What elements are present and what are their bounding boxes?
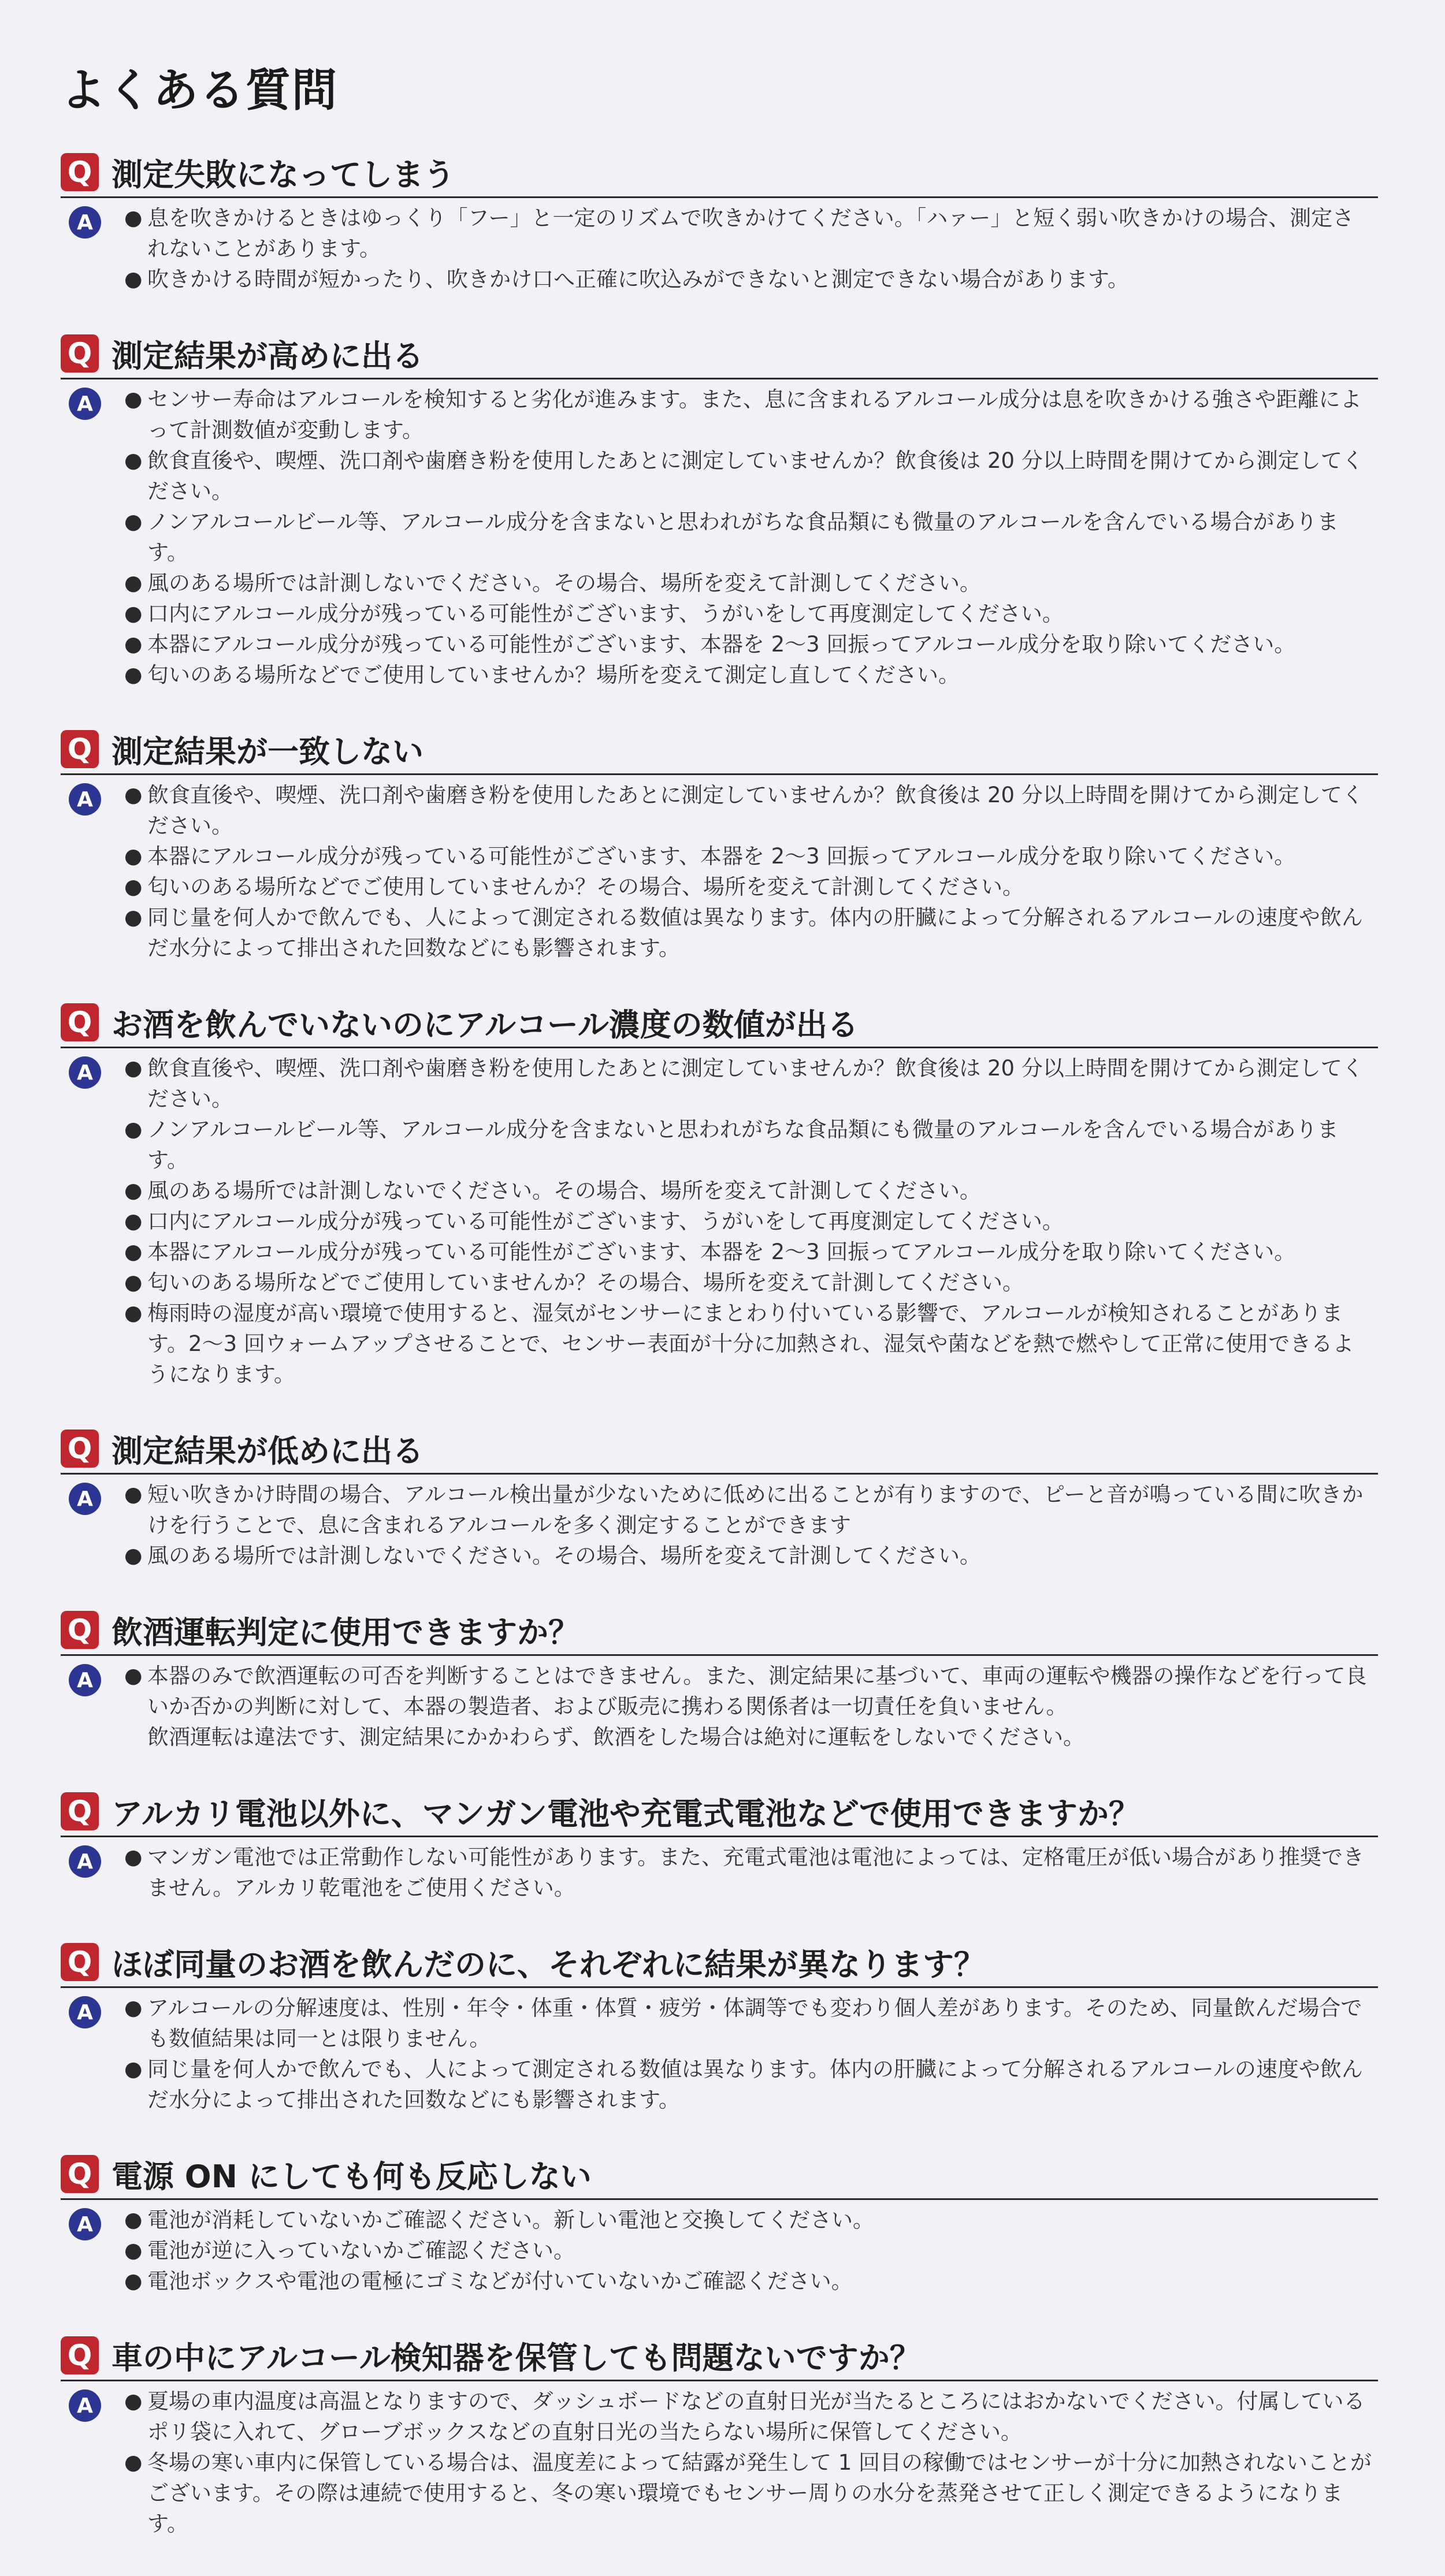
page-title: よくある質問 bbox=[61, 65, 339, 117]
question-row bbox=[61, 1000, 1378, 1048]
answer-item: ● マンガン電池では正常動作しない可能性があります。また、充電式電池は電池によっては、定格電圧が低い場合があり推奨できません。アルカリ乾電池をご使用ください。 bbox=[124, 1842, 1372, 1903]
question-text: 測定失敗になってしまう bbox=[112, 156, 455, 193]
question-text: ほぼ同量のお酒を飲んだのに、それぞれに結果が異なります？ bbox=[112, 1946, 985, 1983]
answer-list bbox=[124, 2386, 1372, 2539]
answer-item: ● 電池が消耗していないかご確認ください。新しい電池と交換してください。 bbox=[124, 2205, 1372, 2235]
question-text: 飲酒運転判定に使用できますか？ bbox=[112, 1614, 580, 1651]
answer-badge-icon: A bbox=[69, 1483, 101, 1515]
answer-badge-icon: A bbox=[69, 2208, 101, 2240]
answer-item: ● 本器にアルコール成分が残っている可能性がございます、本器を 2～3 回振ってアルコール成分を取り除いてください。 bbox=[124, 841, 1372, 872]
answer-item: ● 口内にアルコール成分が残っている可能性がございます、うがいをして再度測定してください。 bbox=[124, 598, 1372, 629]
answer-badge-icon: A bbox=[69, 783, 101, 816]
question-text: 測定結果が一致しない bbox=[112, 733, 424, 770]
answer-item: 飲酒運転は違法です、測定結果にかかわらず、飲酒をした場合は絶対に運転をしないでください。 bbox=[147, 1725, 1085, 1749]
answer-item: ● アルコールの分解速度は、性別・年令・体重・体質・疲労・体調等でも変わり個人差があります。そのため、同量飲んだ場合でも数値結果は同一とは限りません。 bbox=[124, 1993, 1372, 2054]
answer-item: ● 本器にアルコール成分が残っている可能性がございます、本器を 2～3 回振ってアルコール成分を取り除いてください。 bbox=[124, 1237, 1372, 1267]
question-badge-icon: Q bbox=[61, 153, 99, 191]
answer-item: ● 同じ量を何人かで飲んでも、人によって測定される数値は異なります。体内の肝臓によって分解されるアルコールの速度や飲んだ水分によって排出された回数などにも影響されます。 bbox=[124, 902, 1372, 963]
question-badge-icon: Q bbox=[61, 1003, 99, 1041]
question-row bbox=[61, 727, 1378, 775]
faq-item bbox=[61, 1000, 1378, 1390]
question-badge-icon: Q bbox=[61, 2155, 99, 2193]
question-text: 測定結果が低めに出る bbox=[112, 1432, 424, 1469]
answer-badge-icon: A bbox=[69, 2389, 101, 2422]
answer-item: ● 夏場の車内温度は高温となりますので、ダッシュボードなどの直射日光が当たるところにはおかないでください。付属しているポリ袋に入れて、グローブボックスなどの直射日光の当たらない場所に保管してください。 bbox=[124, 2386, 1372, 2447]
answer-item: ● 風のある場所では計測しないでください。その場合、場所を変えて計測してください。 bbox=[124, 1540, 1372, 1571]
question-badge-icon: Q bbox=[61, 1792, 99, 1830]
question-badge-icon: Q bbox=[61, 1611, 99, 1649]
question-text: アルカリ電池以外に、マンガン電池や充電式電池などで使用できますか？ bbox=[112, 1795, 1140, 1832]
answer-item: ● 口内にアルコール成分が残っている可能性がございます、うがいをして再度測定してください。 bbox=[124, 1206, 1372, 1237]
answer-list bbox=[124, 384, 1372, 690]
answer-item: ● 匂いのある場所などでご使用していませんか？その場合、場所を変えて計測してください。 bbox=[124, 1267, 1372, 1298]
question-row bbox=[61, 2333, 1378, 2381]
answer-badge-icon: A bbox=[69, 1664, 101, 1696]
answer-row bbox=[61, 775, 1378, 963]
answer-item: ● 匂いのある場所などでご使用していませんか？その場合、場所を変えて計測してください。 bbox=[124, 872, 1372, 902]
question-badge-icon: Q bbox=[61, 730, 99, 768]
faq-item bbox=[61, 1608, 1378, 1752]
answer-list bbox=[124, 203, 1372, 295]
faq-item bbox=[61, 2152, 1378, 2296]
answer-list bbox=[124, 1661, 1372, 1752]
answer-item: ● 風のある場所では計測しないでください。その場合、場所を変えて計測してください。 bbox=[124, 1175, 1372, 1206]
answer-row bbox=[61, 1837, 1378, 1903]
question-row bbox=[61, 332, 1378, 379]
question-badge-icon: Q bbox=[61, 334, 99, 373]
answer-item: ● 風のある場所では計測しないでください。その場合、場所を変えて計測してください。 bbox=[124, 568, 1372, 598]
answer-row bbox=[61, 1475, 1378, 1571]
answer-item: ● 飲食直後や、喫煙、洗口剤や歯磨き粉を使用したあとに測定していませんか？飲食後は 20 分以上時間を開けてから測定してください。 bbox=[124, 445, 1372, 507]
answer-badge-icon: A bbox=[69, 1845, 101, 1878]
answer-item: ● センサー寿命はアルコールを検知すると劣化が進みます。また、息に含まれるアルコール成分は息を吹きかける強さや距離によって計測数値が変動します。 bbox=[124, 384, 1372, 445]
answer-item: ● 飲食直後や、喫煙、洗口剤や歯磨き粉を使用したあとに測定していませんか？飲食後は 20 分以上時間を開けてから測定してください。 bbox=[124, 780, 1372, 841]
answer-row bbox=[61, 1048, 1378, 1390]
question-row bbox=[61, 1608, 1378, 1656]
answer-item: ● 電池が逆に入っていないかご確認ください。 bbox=[124, 2235, 1372, 2266]
question-row bbox=[61, 1789, 1378, 1837]
answer-item: ● 短い吹きかけ時間の場合、アルコール検出量が少ないために低めに出ることが有りますので、ピーと音が鳴っている間に吹きかけを行うことで、息に含まれるアルコールを多く測定することができます bbox=[124, 1479, 1372, 1540]
answer-row bbox=[61, 2200, 1378, 2296]
question-row bbox=[61, 150, 1378, 198]
answer-list bbox=[124, 1842, 1372, 1903]
answer-row bbox=[61, 1656, 1378, 1752]
answer-list bbox=[124, 1993, 1372, 2115]
faq-item bbox=[61, 150, 1378, 295]
question-text: 電源 ON にしても何も反応しない bbox=[112, 2158, 592, 2195]
question-text: お酒を飲んでいないのにアルコール濃度の数値が出る bbox=[112, 1006, 859, 1043]
answer-item: ● 梅雨時の湿度が高い環境で使用すると、湿気がセンサーにまとわり付いている影響で、アルコールが検知されることがあります。2～3 回ウォームアップさせることで、センサー表面が十分に加熱され、湿気や菌などを熱で燃やして正常に使用できるようになります。 bbox=[124, 1298, 1372, 1390]
answer-item: ● ノンアルコールビール等、アルコール成分を含まないと思われがちな食品類にも微量のアルコールを含んでいる場合があります。 bbox=[124, 507, 1372, 568]
answer-badge-icon: A bbox=[69, 1056, 101, 1089]
answer-item: ● 息を吹きかけるときはゆっくり「フー」と一定のリズムで吹きかけてください。「ハァー」と短く弱い吹きかけの場合、測定されないことがあります。 bbox=[124, 203, 1372, 264]
question-badge-icon: Q bbox=[61, 1430, 99, 1468]
answer-badge-icon: A bbox=[69, 1996, 101, 2028]
answer-item: ● 本器にアルコール成分が残っている可能性がございます、本器を 2～3 回振ってアルコール成分を取り除いてください。 bbox=[124, 629, 1372, 660]
answer-item: ● ノンアルコールビール等、アルコール成分を含まないと思われがちな食品類にも微量のアルコールを含んでいる場合があります。 bbox=[124, 1114, 1372, 1175]
faq-item bbox=[61, 1940, 1378, 2115]
answer-item: ● 本器のみで飲酒運転の可否を判断することはできません。また、測定結果に基づいて、車両の運転や機器の操作などを行って良いか否かの判断に対して、本器の製造者、および販売に携わる関係者は一切責任を負いません。 bbox=[124, 1661, 1372, 1722]
answer-row bbox=[61, 2381, 1378, 2539]
answer-row bbox=[61, 198, 1378, 295]
answer-list bbox=[124, 1479, 1372, 1571]
answer-item: ● 飲食直後や、喫煙、洗口剤や歯磨き粉を使用したあとに測定していませんか？飲食後は 20 分以上時間を開けてから測定してください。 bbox=[124, 1053, 1372, 1114]
question-row bbox=[61, 1940, 1378, 1988]
answer-item: ● 電池ボックスや電池の電極にゴミなどが付いていないかご確認ください。 bbox=[124, 2266, 1372, 2296]
faq-item bbox=[61, 2333, 1378, 2539]
answer-item: ● 同じ量を何人かで飲んでも、人によって測定される数値は異なります。体内の肝臓によって分解されるアルコールの速度や飲んだ水分によって排出された回数などにも影響されます。 bbox=[124, 2054, 1372, 2115]
question-text: 車の中にアルコール検知器を保管しても問題ないですか？ bbox=[112, 2339, 921, 2376]
question-badge-icon: Q bbox=[61, 2336, 99, 2374]
answer-row bbox=[61, 379, 1378, 690]
answer-list bbox=[124, 1053, 1372, 1390]
answer-badge-icon: A bbox=[69, 388, 101, 420]
answer-badge-icon: A bbox=[69, 206, 101, 239]
faq-list bbox=[61, 150, 1378, 2539]
answer-list bbox=[124, 2205, 1372, 2296]
faq-item bbox=[61, 1427, 1378, 1571]
answer-row bbox=[61, 1988, 1378, 2115]
answer-list bbox=[124, 780, 1372, 963]
answer-item: ● 吹きかける時間が短かったり、吹きかけ口へ正確に吹込みができないと測定できない場合があります。 bbox=[124, 264, 1372, 295]
question-text: 測定結果が高めに出る bbox=[112, 337, 424, 374]
question-row bbox=[61, 1427, 1378, 1475]
faq-item bbox=[61, 1789, 1378, 1903]
faq-item bbox=[61, 332, 1378, 690]
question-badge-icon: Q bbox=[61, 1943, 99, 1981]
faq-item bbox=[61, 727, 1378, 963]
faq-page bbox=[61, 58, 1378, 2576]
answer-item: ● 冬場の寒い車内に保管している場合は、温度差によって結露が発生して 1 回目の稼働ではセンサーが十分に加熱されないことがございます。その際は連続で使用すると、冬の寒い環境でもセンサー周りの水分を蒸発させて正しく測定できるようになります。 bbox=[124, 2447, 1372, 2539]
question-row bbox=[61, 2152, 1378, 2200]
answer-item: ● 匂いのある場所などでご使用していませんか？場所を変えて測定し直してください。 bbox=[124, 660, 1372, 690]
